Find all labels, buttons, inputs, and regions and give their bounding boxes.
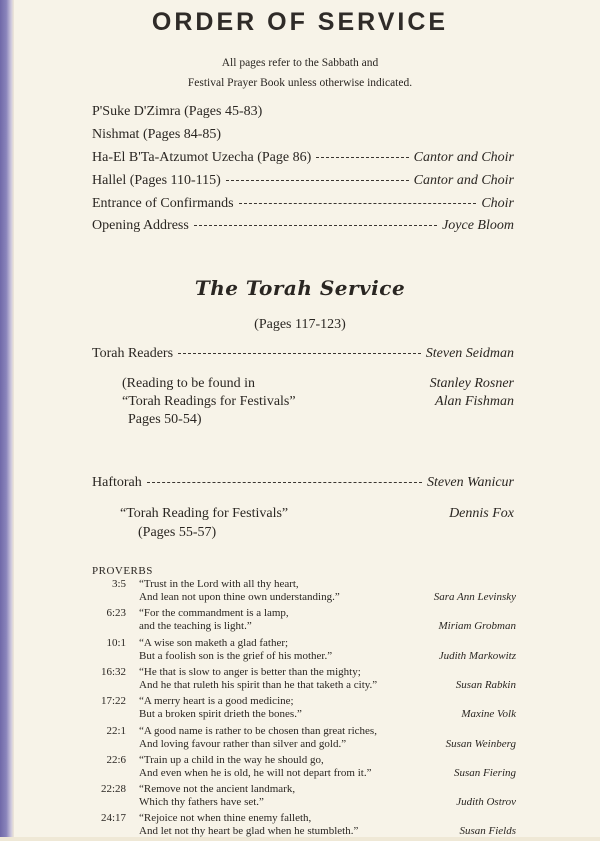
proverb-line-2: And he that ruleth his spirit than he that taketh a city.”: [139, 678, 378, 691]
proverb-line-1: “A merry heart is a good medicine;: [139, 695, 294, 708]
proverb-entry: [92, 725, 516, 754]
proverb-line-2: and the teaching is light.”: [139, 620, 252, 633]
note-line-1: All pages refer to the Sabbath and: [221, 57, 379, 69]
proverb-entry: [92, 637, 516, 666]
proverb-ref: 17:22: [100, 695, 126, 708]
leader-dashes: [239, 203, 477, 204]
proverb-entry: [92, 783, 516, 812]
torah-reader-3: Alan Fishman: [435, 394, 514, 409]
haftorah-note-line-2: (Pages 55-57): [138, 525, 217, 540]
leader-dashes: [316, 157, 408, 158]
service-item-performer: Joyce Bloom: [442, 218, 514, 233]
reading-note-line-1: (Reading to be found in: [122, 376, 255, 391]
service-item-performer: Cantor and Choir: [413, 173, 514, 188]
proverb-line-2: But a broken spirit drieth the bones.”: [139, 708, 302, 721]
proverb-line-2: And lean not upon thine own understanding.”: [139, 591, 340, 603]
leader-dashes: [147, 482, 422, 483]
service-item-entrance: [92, 196, 514, 212]
torah-reader-2: Stanley Rosner: [429, 376, 514, 391]
service-item-performer: Choir: [481, 196, 514, 211]
proverb-line-2: But a foolish son is the grief of his mother.”: [139, 649, 333, 662]
haftorah-reader: Steven Wanicur: [427, 475, 514, 490]
leader-dashes: [178, 353, 421, 354]
proverb-ref: 22:1: [106, 724, 126, 737]
proverb-line-1: “Trust in the Lord with all thy heart,: [139, 578, 299, 590]
torah-reader-name: Steven Seidman: [425, 346, 514, 361]
reading-note-line-3: Pages 50-54): [128, 412, 202, 427]
proverb-ref: 24:17: [100, 812, 126, 825]
proverb-reader: Susan Fields: [459, 825, 516, 838]
proverb-line-1: “A good name is rather to be chosen than great riches,: [139, 724, 377, 737]
service-item-pszimra: P'Suke D'Zimra (Pages 45-83): [92, 104, 263, 119]
service-item-hallel: [92, 173, 514, 189]
service-item-nishmat: Nishmat (Pages 84-85): [92, 127, 222, 142]
torah-readers-label: Torah Readers: [92, 346, 174, 361]
proverb-ref: 22:28: [100, 783, 126, 796]
haftorah-note-line-1: “Torah Reading for Festivals”: [120, 506, 289, 521]
service-item-label: Hallel (Pages 110-115): [92, 173, 221, 188]
proverb-entry: [92, 695, 516, 724]
proverb-reader: Judith Ostrov: [456, 796, 516, 809]
haftorah-label: Haftorah: [92, 475, 142, 490]
proverb-ref: 10:1: [106, 636, 126, 649]
proverb-line-1: “Remove not the ancient landmark,: [139, 783, 296, 796]
service-item-ha-el: [92, 150, 514, 166]
proverb-reader: Judith Markowitz: [438, 649, 516, 662]
torah-readers-row: [92, 346, 514, 362]
leader-dashes: [226, 180, 409, 181]
proverb-line-1: “Rejoice not when thine enemy falleth,: [139, 812, 312, 825]
torah-service-heading: The Torah Service: [194, 276, 406, 300]
service-item-label: Opening Address: [92, 218, 189, 233]
proverb-line-1: “Train up a child in the way he should go,: [139, 753, 324, 766]
service-item-label: Ha-El B'Ta-Atzumot Uzecha (Page 86): [92, 150, 312, 165]
proverb-line-2: And loving favour rather than silver and gold.”: [139, 737, 347, 750]
proverb-reader: Miriam Grobman: [438, 620, 516, 633]
proverb-line-2: And even when he is old, he will not depart from it.”: [139, 766, 372, 779]
service-item-label: Entrance of Confirmands: [92, 196, 234, 211]
service-item-performer: Cantor and Choir: [413, 150, 514, 165]
proverb-reader: Susan Rabkin: [455, 678, 516, 691]
torah-pages: (Pages 117-123): [254, 317, 346, 332]
proverb-reader: Maxine Volk: [461, 708, 516, 721]
reading-note-line-2: “Torah Readings for Festivals”: [122, 394, 296, 409]
proverb-line-1: “A wise son maketh a glad father;: [139, 636, 289, 649]
proverb-entry: [92, 754, 516, 783]
leader-dashes: [194, 225, 437, 226]
proverb-entry: [92, 607, 516, 636]
page-title: ORDER OF SERVICE: [151, 8, 449, 36]
proverb-line-1: “He that is slow to anger is better than the mighty;: [139, 665, 361, 678]
proverb-ref: 22:6: [106, 753, 126, 766]
proverb-entry: [92, 666, 516, 695]
proverb-line-1: “For the commandment is a lamp,: [139, 607, 289, 620]
proverbs-heading: PROVERBS: [92, 565, 153, 577]
note-line-2: Festival Prayer Book unless otherwise indicated.: [187, 77, 413, 89]
proverb-ref: 16:32: [100, 665, 126, 678]
proverb-line-2: And let not thy heart be glad when he stumbleth.”: [139, 825, 359, 838]
proverb-entry: [92, 578, 516, 607]
proverb-ref: 6:23: [106, 607, 126, 620]
haftorah-row: [92, 475, 514, 491]
proverb-ref: 3:5: [111, 578, 126, 590]
haftorah-reader-2: Dennis Fox: [449, 506, 514, 521]
proverb-reader: Sara Ann Levinsky: [433, 591, 516, 603]
proverb-reader: Susan Fiering: [453, 766, 516, 779]
proverb-line-2: Which thy fathers have set.”: [139, 796, 264, 809]
deckle-edge: [0, 0, 14, 837]
proverb-reader: Susan Weinberg: [445, 737, 516, 750]
service-item-opening-address: [92, 218, 514, 234]
